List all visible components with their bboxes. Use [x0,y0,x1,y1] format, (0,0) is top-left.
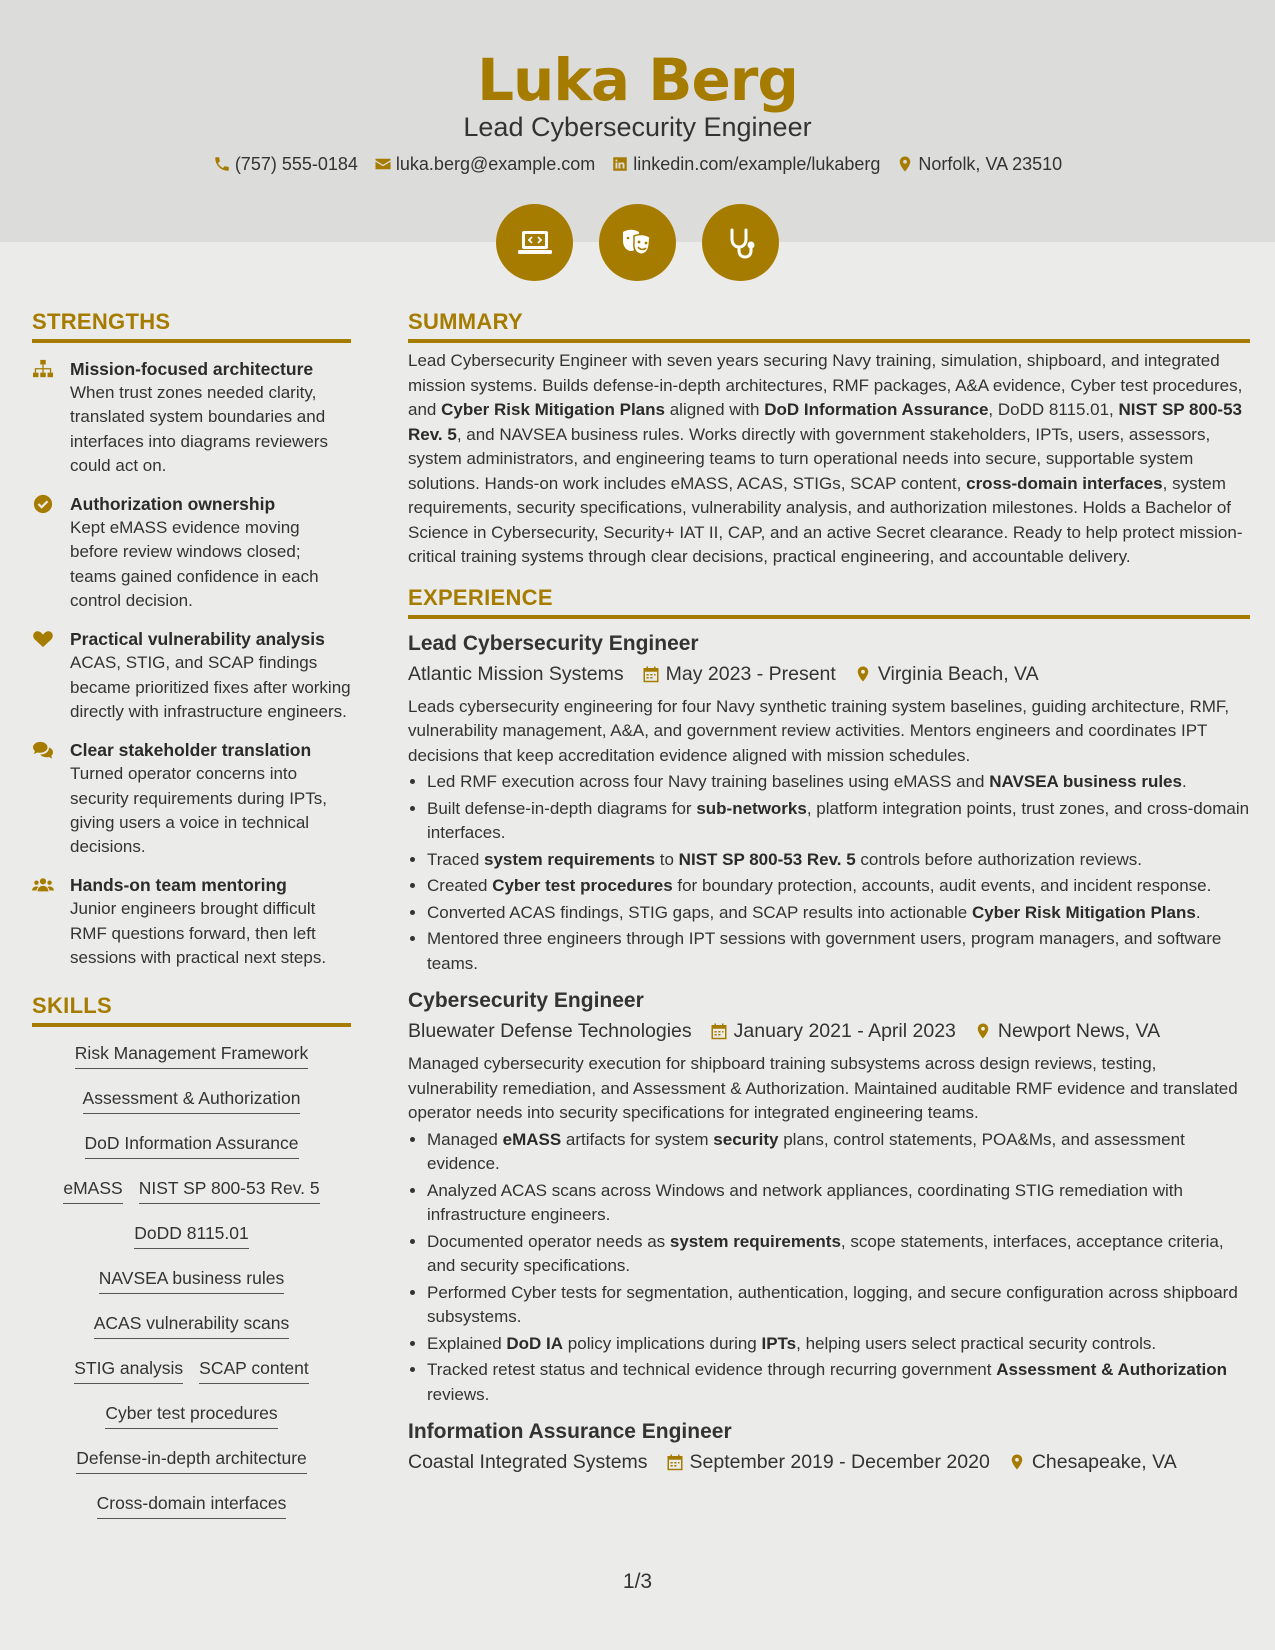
bold-term: IPTs [761,1333,797,1353]
summary-text: Lead Cybersecurity Engineer with seven years securing Navy training, simulation, shipboard, and integrated mission systems. Builds defense-in-depth architectures, RMF packages, A&A evidence, Cyber test procedures, and Cyber Risk Mitigation Plans aligned with DoD Information Assurance, DoDD 8115.01, NIST SP 800-53 Rev. 5, and NAVSEA business rules. Works directly with government stakeholders, IPTs, users, assessors, system administrators, and engineering teams to turn operational needs into secure, supportable system solutions. Hands-on work includes eMASS, ACAS, STIGs, SCAP content, cross-domain interfaces, system requirements, security specifications, vulnerability analysis, and authorization milestones. Holds a Bachelor of Science in Cybersecurity, Security+ IAT II, CAP, and an active Secret clearance. Ready to help protect mission-critical training systems through clear decisions, practical engineering, and accountable delivery. [408,351,1243,566]
bold-term: Assessment & Authorization [996,1360,1227,1379]
linkedin-icon [611,155,629,173]
skill-tag: NIST SP 800-53 Rev. 5 [139,1176,320,1204]
users-icon [32,875,54,895]
job-location: Newport News, VA [997,1020,1161,1042]
map-marker-icon [1008,1453,1026,1471]
skills-list [32,1041,351,1536]
email-text: luka.berg@example.com [395,154,596,174]
strength-title: Authorization ownership [70,494,276,515]
bullet-item: • Converted ACAS findings, STIG gaps, and SCAP results into actionable Cyber Risk Mitigation Plans. [427,901,1250,926]
strength-title: Clear stakeholder translation [70,740,312,761]
skill-tag: eMASS [63,1176,122,1204]
strength-title: Hands-on team mentoring [70,875,287,896]
job-entry [408,986,1250,1407]
strength-item [32,357,351,478]
stethoscope-badge [702,204,779,281]
strength-desc: When trust zones needed clarity, translated system boundaries and interfaces into diagrams reviewers could act on. [70,383,328,475]
bullet-item: • Documented operator needs as system requirements, scope statements, interfaces, acceptance criteria, and security specifications. [427,1230,1250,1279]
bold-term: DoD IA [506,1333,564,1353]
strengths-heading: STRENGTHS [32,308,351,343]
left-column [32,308,351,1536]
bold-term: Cyber Risk Mitigation Plans [441,400,665,419]
skill-tag: ACAS vulnerability scans [94,1311,290,1339]
skill-tag: Risk Management Framework [75,1041,308,1069]
calendar-icon [642,665,660,683]
bullet-item: • Built defense-in-depth diagrams for sub-networks, platform integration points, trust zones, and cross-domain interfaces. [427,797,1250,846]
phone-icon [213,155,231,173]
interest-badges [0,204,1275,281]
job-meta [408,659,1250,689]
skill-tag: Assessment & Authorization [83,1086,301,1114]
calendar-icon [666,1453,684,1471]
bullet-item: • Mentored three engineers through IPT sessions with government users, program managers, and software teams. [427,927,1250,976]
job-company: Atlantic Mission Systems [408,662,624,685]
bold-term: NIST SP 800-53 Rev. 5 [678,849,856,869]
strength-title: Practical vulnerability analysis [70,629,325,650]
map-marker-icon [896,155,914,173]
job-dates: January 2021 - April 2023 [733,1020,956,1042]
bullet-item: • Tracked retest status and technical evidence through recurring government Assessment & Authorization reviews. [427,1358,1250,1407]
job-entry [408,1417,1250,1477]
bold-term: NAVSEA business rules [989,772,1182,791]
skills-heading: SKILLS [32,992,351,1027]
candidate-name: Luka Berg [477,46,798,114]
job-dates: September 2019 - December 2020 [689,1451,990,1473]
skill-tag: SCAP content [199,1356,309,1384]
job-location: Virginia Beach, VA [877,662,1039,685]
bullet-item: • Led RMF execution across four Navy training baselines using eMASS and NAVSEA business rules. [427,770,1250,795]
job-dates: May 2023 - Present [665,662,836,685]
bullet-item: • Created Cyber test procedures for boundary protection, accounts, audit events, and incident response. [427,874,1250,899]
strength-desc: ACAS, STIG, and SCAP findings became prioritized fixes after working directly with infrastructure engineers. [70,653,351,721]
strength-title: Mission-focused architecture [70,359,314,379]
bold-term: DoD Information Assurance [764,400,989,419]
bullet-item: • Managed eMASS artifacts for system security plans, control statements, POA&Ms, and assessment evidence. [427,1128,1250,1177]
bullet-item: • Explained DoD IA policy implications during IPTs, helping users select practical security controls. [427,1332,1250,1357]
strength-item [32,492,351,613]
skill-tag: Defense-in-depth architecture [76,1446,307,1474]
experience-heading: EXPERIENCE [408,584,1250,619]
summary-heading: SUMMARY [408,308,1250,343]
strength-desc: Junior engineers brought difficult RMF questions forward, then left sessions with practical next steps. [70,899,327,968]
bold-term: system requirements [669,1231,841,1251]
skill-tag: STIG analysis [74,1356,183,1384]
page-number: 1/3 [622,1570,653,1593]
contact-phone[interactable] [213,152,358,176]
stethoscope-icon [721,223,761,263]
strength-item [32,873,351,970]
bullet-item: • Traced system requirements to NIST SP 800-53 Rev. 5 controls before authorization reviews. [427,848,1250,873]
job-title: Information Assurance Engineer [408,1420,732,1443]
map-marker-icon [974,1022,992,1040]
job-description: Managed cybersecurity execution for shipboard training subsystems across design reviews, testing, vulnerability remediation, and Assessment & Authorization. Maintained auditable RMF evidence and translated operator needs into security specifications for integrated engineering teams. [408,1054,1238,1122]
job-bullets [408,1128,1250,1408]
skill-tag: Cross-domain interfaces [97,1491,287,1519]
calendar-icon [710,1022,728,1040]
strength-item [32,627,351,724]
skill-tag: DoDD 8115.01 [134,1221,248,1249]
bold-term: cross-domain interfaces [966,473,1163,493]
job-company: Coastal Integrated Systems [408,1451,648,1473]
skill-tag: DoD Information Assurance [85,1131,299,1159]
strength-desc: Turned operator concerns into security requirements during IPTs, giving users a voice in technical decisions. [70,764,327,857]
check-circle-icon [32,494,54,514]
job-company: Bluewater Defense Technologies [408,1020,692,1042]
right-column [408,308,1250,1477]
candidate-title: Lead Cybersecurity Engineer [463,112,812,142]
job-meta [408,1447,1250,1477]
contact-email[interactable] [374,152,595,176]
skill-tag: Cyber test procedures [105,1401,277,1429]
bold-term: system requirements [484,849,656,869]
comments-icon [32,740,54,760]
heart-icon [32,629,54,649]
bold-term: security [713,1129,779,1149]
strength-item [32,738,351,859]
contact-bar [0,152,1275,176]
bold-term: eMASS [502,1129,562,1149]
bold-term: Cyber test procedures [492,876,673,895]
job-title: Cybersecurity Engineer [408,989,644,1012]
skill-tag: NAVSEA business rules [99,1266,284,1294]
strength-desc: Kept eMASS evidence moving before review windows closed; teams gained confidence in each control decision. [70,518,319,611]
envelope-icon [374,155,392,173]
job-title: Lead Cybersecurity Engineer [408,631,699,655]
contact-location [896,152,1062,176]
job-entry [408,629,1250,977]
sitemap-icon [32,359,54,379]
job-meta [408,1016,1250,1046]
phone-text: (757) 555-0184 [234,154,358,174]
map-marker-icon [854,665,872,683]
location-text: Norfolk, VA 23510 [918,154,1063,174]
bold-term: Cyber Risk Mitigation Plans [971,902,1196,922]
bullet-item: • Analyzed ACAS scans across Windows and network appliances, coordinating STIG remediation with infrastructure engineers. [427,1179,1250,1228]
theater-masks-icon [618,223,658,263]
bold-term: sub-networks [696,798,807,818]
theater-masks-badge [599,204,676,281]
job-location: Chesapeake, VA [1031,1451,1177,1473]
job-description: Leads cybersecurity engineering for four Navy synthetic training system baselines, guiding architecture, RMF, vulnerability management, A&A, and government review activities. Mentors engineers and coordinates IPT decisions that keep accreditation evidence aligned with mission schedules. [408,696,1230,765]
laptop-code-badge [496,204,573,281]
bold-term: NIST SP 800-53 Rev. 5 [408,400,1242,444]
laptop-code-icon [515,223,555,263]
linkedin-text: linkedin.com/example/lukaberg [633,154,881,174]
job-bullets [408,770,1250,976]
contact-linkedin[interactable] [611,152,880,176]
bullet-item: • Performed Cyber tests for segmentation, authentication, logging, and secure configuration across shipboard subsystems. [427,1281,1250,1330]
